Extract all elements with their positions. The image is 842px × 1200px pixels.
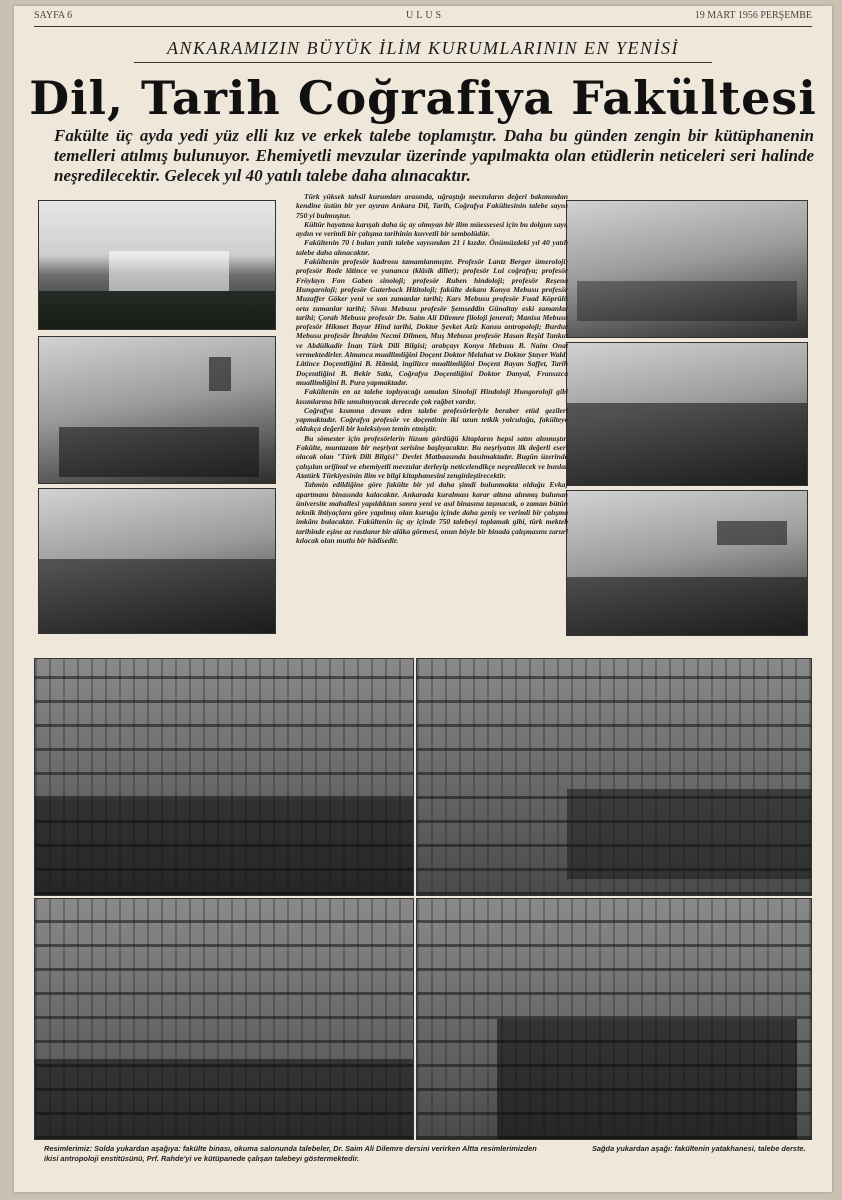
main-headline: Dil, Tarih Coğrafiya Fakültesi: [29, 71, 817, 125]
article-paragraph: Türk yüksek tahsil kurumları arasında, uğraştığı mevzuların değeri bakımından kendine üstün bir yer ayıran Ankara Dil, Tarih, Coğrafya Fakültesinin talebe sayısı 750 yi bulmuştur.: [296, 192, 568, 220]
page-number: SAYFA 6: [34, 10, 73, 21]
photo-dormitory: [566, 200, 808, 338]
photo-library-students: [416, 898, 812, 1140]
article-paragraph: Coğrafya kısmına devam eden talebe profesörleriyle beraber etüd gezileri yapmaktadır. Coğrafya profesör ve doçentinin iki uzun tetkik yolculuğu, fakülteye oldukça değerli bir koleksiyon temin etmiştir.: [296, 405, 568, 434]
masthead-rule: [34, 26, 812, 27]
newspaper-name: ULUS: [406, 10, 445, 21]
photo-anthropology-institute: [34, 898, 414, 1140]
masthead: [34, 10, 812, 24]
photo-lecture-saim-ali: [38, 488, 276, 634]
kicker-headline: ANKARAMIZIN BÜYÜK İLİM KURUMLARININ EN YENİSİ: [167, 38, 679, 58]
article-paragraph: Tahmin edildiğine göre fakülte bir yıl daha şimdi bulunmakta olduğu Evkaf apartmanı binasında kalacaktır. Ankarada kuralması karar altına alınmış bulunan üniversite mahallesi yapıldıktan sonra yeni ve asıl binasına taşınacak, o zaman bütün teknik ihtiyaçlara göre yapılmış olan kuruğu içinde daha geniş ve verimli bir çalışma imkânı bulacaktır. Fakültenin üç ay içinde 750 talebeyi toplamak gibi, türk mekteb tarihinde eşine az rastlanır bir alâka görmesi, onun böyle bir binada çalışmasını zaruri kılacak olan mutlu bir hâdisedir.: [296, 480, 568, 545]
photo-class-lecture: [566, 490, 808, 636]
issue-date: 19 MART 1956 PERŞEMBE: [694, 10, 812, 21]
photo-students-class: [566, 342, 808, 486]
article-paragraph: Fakültenin profesör kadrosu tamamlanmıştır. Profesör Lantz Berger ümeroloji; profesör Rode lâtince ve yunanca (klâsik diller); profesör Lui coğrafya; profesör Fröylayn Fon Gaben sinoloji; profesör Ruben hindoloji; profesör Reşena Hungaroloji; profesör Guterbock Hititoloji; fakülte dekanı Konya Mebusu profesör Muzaffer Göker yeni ve son zamanlar tarihi; Kars Mebusu profesör Fuad Köprülü orta zamanlar tarihi; Sivas Mebusu profesör Şemseddin Günaltay eski zamanlar tarihi; Çorah Mebusu profesör Dr. Saim Ali Dilemre filoloji jeneral; Manisa Mebusu profesör Hikmet Bayur Hind tarihi, Doktor Şevket Aziz Kansu antropoloji; Burdur Mebusu profesör İbrahim Necmi Dilmen, Muş Mebusu profesör Hasan Reşid Tankut ve Abdülkadir İnan Türk Dili Bilgisi; arabçayı Konya Mebusu B. Naim Onat vermektedirler. Almanca muallimliğini Doçent Doktor Melahat ve Doktor Ştayer Wald; Lâtince Doçentliğini B. Hâmid, ingilizce muallimliğini Doçent Bayan Saffet, Tarih Doçentliğini B. Bekir Sıtkı, Coğrafya Doçentliğini Doktor Danyal, Fransızca muallimliğini B. Pura yapmaktadır.: [296, 257, 568, 387]
deck-text: Fakülte üç ayda yedi yüz elli kız ve erkek talebe toplamıştır. Daha bu günden zengin bir kütüphanenin temelleri atılmış bulunuyor. Ehemiyetli mevzular üzerinde yapılmakta olan etüdlerin neticeleri seri halinde neşredilecektir. Gelecek yıl 40 yatılı talebe daha alınacaktır.: [54, 126, 814, 185]
photo-faculty-building: [38, 200, 276, 330]
article-paragraph: Fakültenin en az talebe toplıyacağı umulan Sinoloji Hindoloji Hungoroloji gibi kısımlarına bile umulmıyacak derecede çok rağbet vardır.: [296, 387, 568, 406]
article-paragraph: Kültür hayatına karışalı daha üç ay olmıyan bir ilim müessesesi için bu dolgun sayı, aydın ve verimli bir çalışma tarihinin kuvvetli bir sembolüdür.: [296, 219, 568, 239]
photo-library-reading: [34, 658, 414, 896]
photo-reading-room: [38, 336, 276, 484]
article-body: [296, 192, 568, 545]
kicker-rule: [134, 62, 712, 63]
article-paragraph: Bu sömester için profesörlerin lüzum gördüğü kitapların hepsi satın alınmıştır. Fakülte, muntazam bir neşriyat serisine başlıyacaktır. Bu neşriyatın ilk değerli eseri olacak olan "Türk Dili Bilgisi" Devlet Matbaasında basılmaktadır. Bugün üzerinde çalışılan orijinal ve ehemiyetli mevzular derleyip neticelendikçe neşredilecek ve bunlar Atatürk Türkiyesinin ilim ve bilgi kitaphanesini zenginleştirecektir.: [296, 433, 568, 480]
newspaper-page: [14, 6, 832, 1192]
caption-left: Resimlerimiz: Solda yukardan aşağıya: fakülte binası, okuma salonunda talebeler, Dr. Saim Ali Dilemre dersini verirken Altta resimlerimizden ikisi antropoloji enstitüsünü, Prf. Rahde'yi ve kütüpanede çalışan talebeyi göstermektedir.: [44, 1144, 537, 1163]
caption-right: Sağda yukardan aşağı: fakültenin yatakhanesi, talebe derste.: [592, 1144, 806, 1153]
article-paragraph: Fakültenin 70 i bulan yatılı talebe sayısından 21 i kızdır. Önümüzdeki yıl 40 yatılı talebe daha alınacaktır.: [296, 238, 568, 257]
photo-anthropology-skulls: [416, 658, 812, 896]
